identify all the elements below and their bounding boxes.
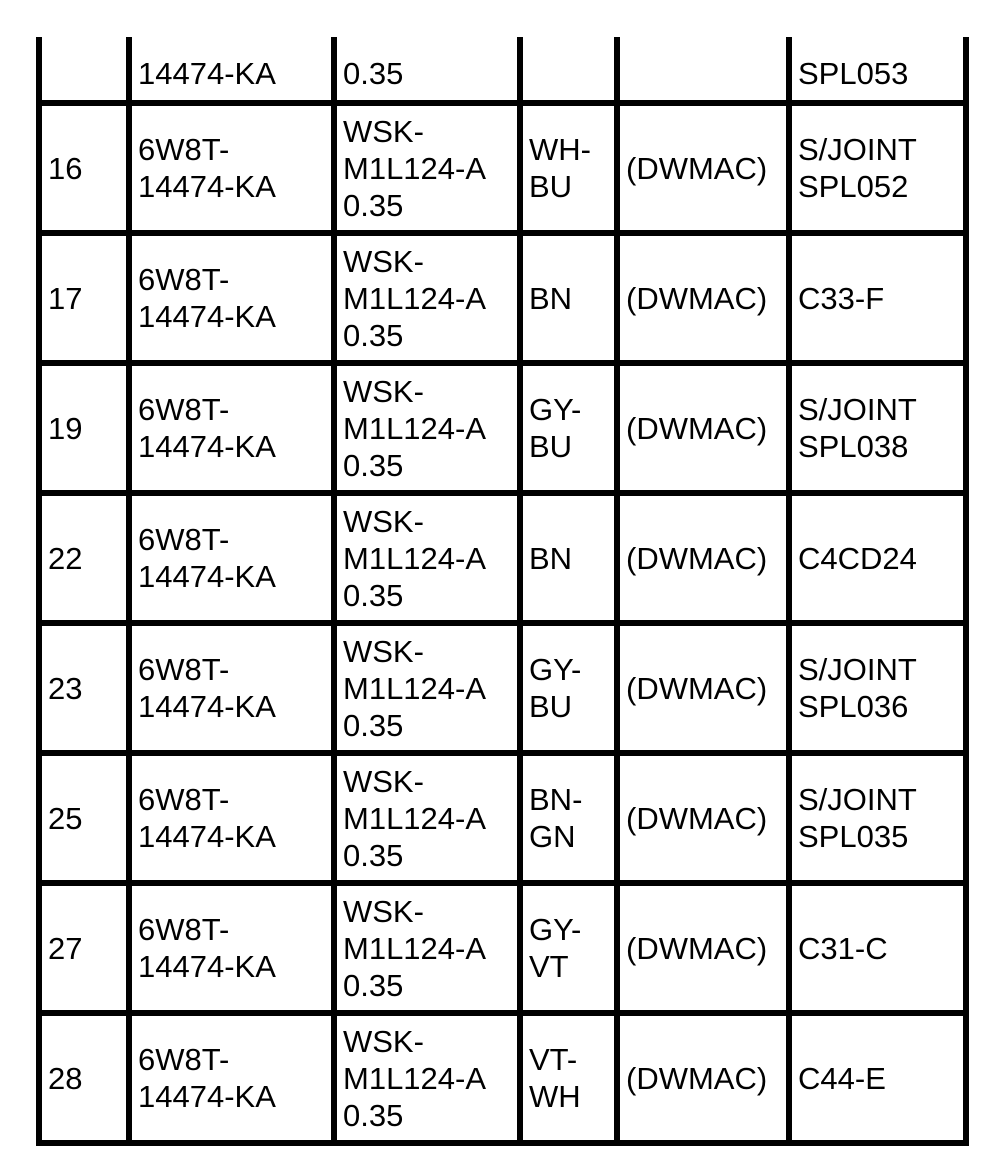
cell-pin: 23 [39, 623, 129, 753]
cell-part-number: 6W8T- 14474-KA [129, 233, 334, 363]
cell-destination: C31-C [789, 883, 966, 1013]
table-row-continued [39, 37, 966, 103]
cell-pin: 27 [39, 883, 129, 1013]
table-row [39, 623, 966, 753]
cell-part-number: 6W8T- 14474-KA [129, 493, 334, 623]
cell-wire-color: BN [520, 233, 617, 363]
cell-part-number: 6W8T- 14474-KA [129, 883, 334, 1013]
cell-destination: S/JOINT SPL035 [789, 753, 966, 883]
cell-destination: S/JOINT SPL038 [789, 363, 966, 493]
cell-destination: C4CD24 [789, 493, 966, 623]
cell-pin: 16 [39, 103, 129, 233]
cell-circuit: (DWMAC) [617, 103, 789, 233]
table-row [39, 233, 966, 363]
cell-circuit: (DWMAC) [617, 883, 789, 1013]
cell-wire-color: BN- GN [520, 753, 617, 883]
connector-pinout-table-container [36, 37, 963, 1144]
cell-pin: 22 [39, 493, 129, 623]
table-row [39, 493, 966, 623]
table-row [39, 363, 966, 493]
cell-pin: 17 [39, 233, 129, 363]
cell-wire-color: GY- BU [520, 363, 617, 493]
cell-wire-spec: WSK- M1L124-A 0.35 [334, 363, 520, 493]
table-row [39, 103, 966, 233]
cell-part-number: 6W8T- 14474-KA [129, 1013, 334, 1143]
cell-wire-color: WH- BU [520, 103, 617, 233]
table-row [39, 883, 966, 1013]
cell-wire-color: VT- WH [520, 1013, 617, 1143]
cell-wire-spec: WSK- M1L124-A 0.35 [334, 753, 520, 883]
cell-part-number: 6W8T- 14474-KA [129, 623, 334, 753]
cell-part-number: 6W8T- 14474-KA [129, 363, 334, 493]
cell-wire-spec: WSK- M1L124-A 0.35 [334, 493, 520, 623]
table-row [39, 753, 966, 883]
cell-wire-color: GY- BU [520, 623, 617, 753]
cell-wire-spec: WSK- M1L124-A 0.35 [334, 623, 520, 753]
cell-destination: C33-F [789, 233, 966, 363]
cell-circuit [617, 37, 789, 103]
cell-wire-color: GY- VT [520, 883, 617, 1013]
cell-pin: 28 [39, 1013, 129, 1143]
cell-circuit: (DWMAC) [617, 493, 789, 623]
cell-wire-spec: WSK- M1L124-A 0.35 [334, 1013, 520, 1143]
table-row [39, 1013, 966, 1143]
cell-wire-spec: WSK- M1L124-A 0.35 [334, 233, 520, 363]
cell-wire-color: BN [520, 493, 617, 623]
cell-pin: 25 [39, 753, 129, 883]
cell-circuit: (DWMAC) [617, 1013, 789, 1143]
cell-destination: S/JOINT SPL036 [789, 623, 966, 753]
cell-circuit: (DWMAC) [617, 623, 789, 753]
cell-wire-spec: 0.35 [334, 37, 520, 103]
cell-wire-color [520, 37, 617, 103]
cell-part-number: 14474-KA [129, 37, 334, 103]
cell-pin [39, 37, 129, 103]
cell-circuit: (DWMAC) [617, 363, 789, 493]
cell-destination: C44-E [789, 1013, 966, 1143]
cell-part-number: 6W8T- 14474-KA [129, 753, 334, 883]
cell-circuit: (DWMAC) [617, 233, 789, 363]
cell-wire-spec: WSK- M1L124-A 0.35 [334, 883, 520, 1013]
cell-destination: SPL053 [789, 37, 966, 103]
cell-part-number: 6W8T- 14474-KA [129, 103, 334, 233]
cell-destination: S/JOINT SPL052 [789, 103, 966, 233]
cell-circuit: (DWMAC) [617, 753, 789, 883]
cell-wire-spec: WSK- M1L124-A 0.35 [334, 103, 520, 233]
cell-pin: 19 [39, 363, 129, 493]
connector-pinout-table [36, 37, 969, 1146]
